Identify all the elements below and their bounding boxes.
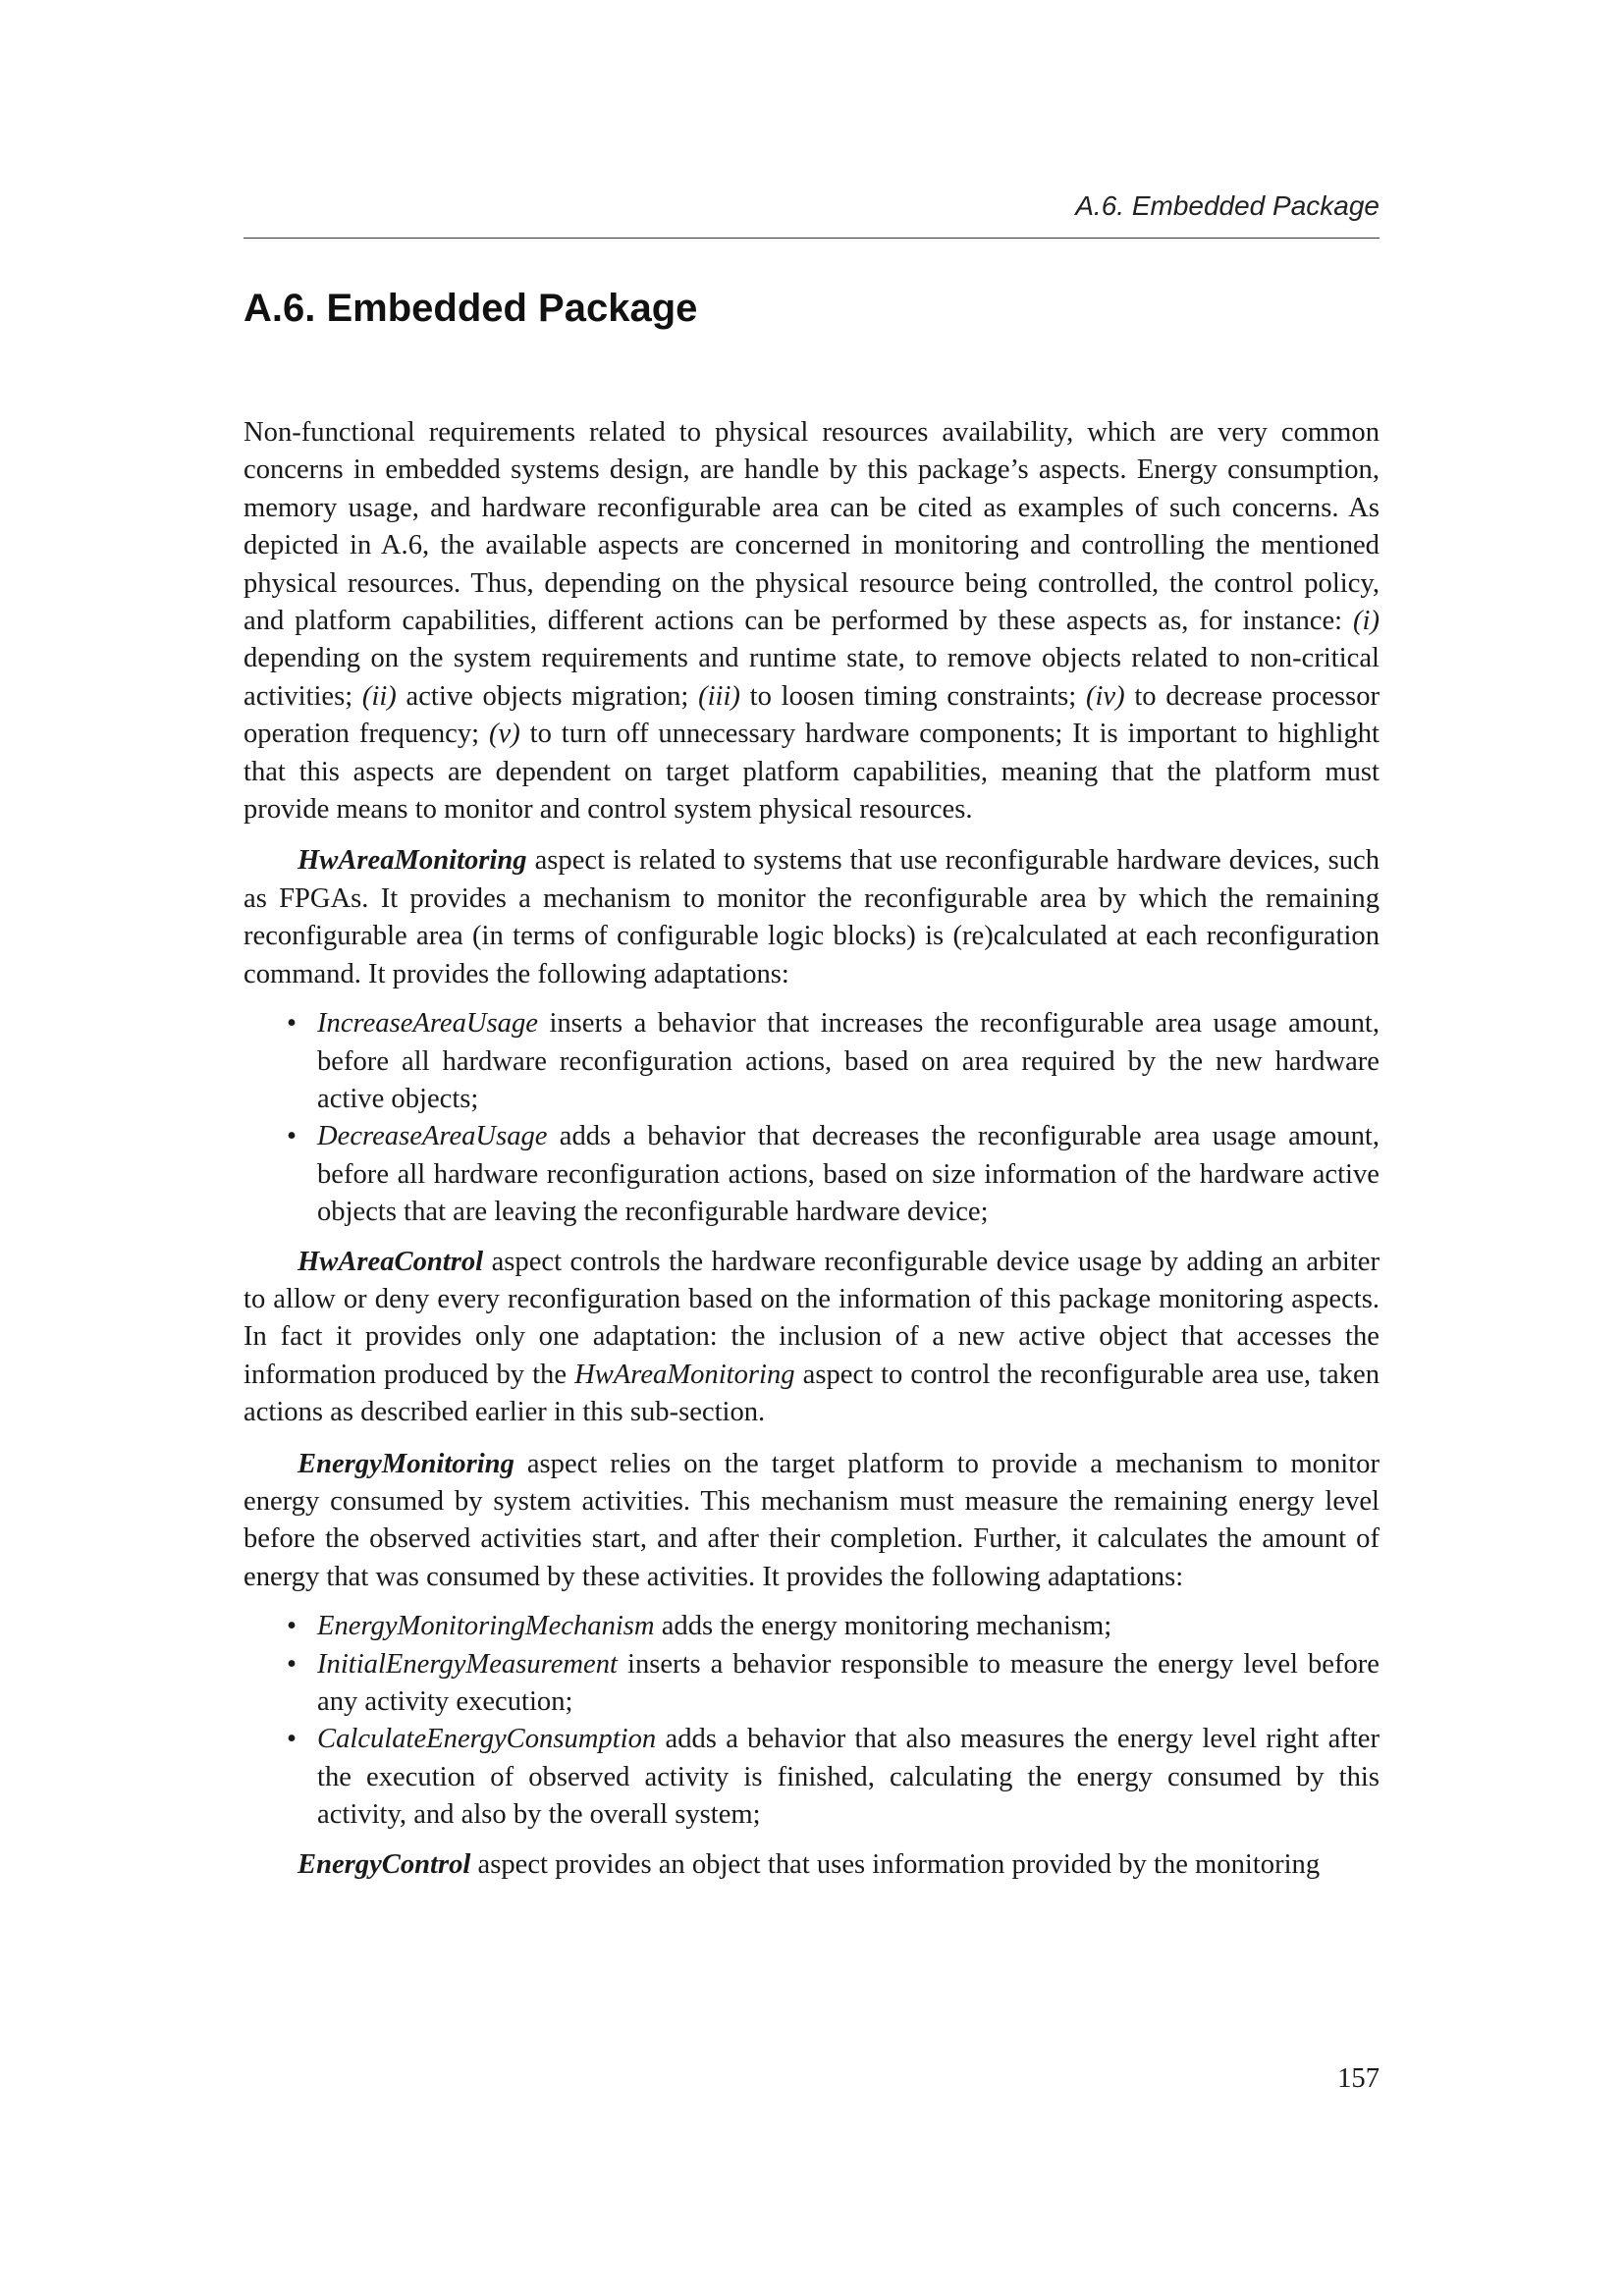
energycontrol-term: EnergyControl — [298, 1848, 471, 1880]
bullet-icon: • — [287, 1648, 298, 1680]
adaptation-name: EnergyMonitoringMechanism — [317, 1611, 655, 1642]
running-head: A.6. Embedded Package — [1075, 190, 1380, 221]
intro-text-5: to loosen timing constraints; — [739, 680, 1086, 712]
intro-paragraph — [243, 414, 1380, 828]
adaptation-name: CalculateEnergyConsumption — [317, 1724, 657, 1755]
energymonitoring-text: aspect relies on the target platform to provide a mechanism to monitor energy consumed by system activities. This mechanism must measure the remaining energy level before the observed activities start, and after their completion. Further, it calculates the amount of energy that was consumed by these activities. It provides the following adaptations: — [243, 1448, 1380, 1592]
list-item — [243, 1721, 1380, 1834]
intro-text-7: to turn off unnecessary hardware components; It is important to highlight that this aspects are dependent on target platform capabilities, meaning that the platform must provide means to monitor and control system physical resources. — [243, 719, 1380, 826]
enum-v: (v) — [489, 719, 520, 750]
section-title: A.6. Embedded Package — [243, 287, 698, 330]
hwareamonitoring-ref: HwAreaMonitoring — [574, 1359, 795, 1390]
bullet-icon: • — [287, 1008, 298, 1040]
adaptation-text: adds a behavior that also measures the energy level right after the execution of observed activity is finished, calculating the energy consumed by this activity, and also by the overall system; — [317, 1724, 1380, 1831]
adaptation-text: adds the energy monitoring mechanism; — [654, 1611, 1112, 1642]
intro-text-6: to decrease processor operation frequency; — [243, 680, 1380, 750]
energycontrol-text: aspect provides an object that uses information provided by the monitoring — [470, 1848, 1321, 1880]
enum-i: (i) — [1353, 606, 1380, 637]
list-item — [243, 1608, 1380, 1645]
header-rule — [243, 238, 1380, 239]
adaptation-name: DecreaseAreaUsage — [317, 1121, 548, 1152]
hwareacontrol-paragraph — [243, 1244, 1380, 1432]
hwareacontrol-text-b: aspect to control the reconfigurable area use, taken actions as described earlier in this sub-section. — [243, 1359, 1380, 1428]
intro-text-1: Non-functional requirements related to physical resources availability, which are very common concerns in embedded systems design, are handle by this package’s aspects. Energy consumption, memory usage, and hardware reconfigurable area can be cited as examples of such concerns. As depicted in — [243, 417, 1380, 561]
bullet-icon: • — [287, 1724, 298, 1755]
energymonitoring-term: EnergyMonitoring — [298, 1448, 514, 1479]
figure-ref-link[interactable]: A.6 — [380, 530, 422, 561]
hwareacontrol-text-a: aspect controls the hardware reconfigurable device usage by adding an arbiter to allow or deny every reconfiguration based on the information of this package monitoring aspects. In fact it provides only one adaptation: the inclusion of a new active object that accesses the information produced by the — [243, 1246, 1380, 1390]
list-item — [243, 1118, 1380, 1231]
adaptation-text: inserts a behavior responsible to measure the energy level before any activity execution; — [317, 1648, 1380, 1717]
body-text — [243, 414, 1380, 1884]
adaptation-text: inserts a behavior that increases the reconfigurable area usage amount, before all hardware reconfiguration actions, based on area required by the new hardware active objects; — [317, 1008, 1380, 1114]
page-number: 157 — [1337, 2063, 1380, 2094]
hwareamonitoring-term: HwAreaMonitoring — [298, 845, 527, 877]
bullet-icon: • — [287, 1121, 298, 1152]
enum-iv: (iv) — [1085, 680, 1125, 712]
hwareacontrol-term: HwAreaControl — [298, 1246, 484, 1277]
hwareamonitoring-adaptation-list — [243, 1005, 1380, 1231]
intro-text-4: active objects migration; — [396, 680, 699, 712]
energymonitoring-adaptation-list — [243, 1608, 1380, 1834]
adaptation-name: IncreaseAreaUsage — [317, 1008, 538, 1040]
enum-ii: (ii) — [361, 680, 397, 712]
hwareamonitoring-paragraph — [243, 842, 1380, 993]
enum-iii: (iii) — [698, 680, 740, 712]
bullet-icon: • — [287, 1611, 298, 1642]
intro-text-3: depending on the system requirements and runtime state, to remove objects related to non-critical activities; — [243, 643, 1380, 712]
list-item — [243, 1005, 1380, 1118]
hwareamonitoring-text: aspect is related to systems that use reconfigurable hardware devices, such as FPGAs. It provides a mechanism to monitor the reconfigurable area by which the remaining reconfigurable area (in terms of configurable logic blocks) is (re)calculated at each reconfiguration command. It provides the following adaptations: — [243, 845, 1380, 989]
list-item — [243, 1646, 1380, 1722]
energycontrol-paragraph — [243, 1846, 1380, 1884]
adaptation-text: adds a behavior that decreases the reconfigurable area usage amount, before all hardware reconfiguration actions, based on size information of the hardware active objects that are leaving the reconfigurable hardware device; — [317, 1121, 1380, 1228]
energymonitoring-paragraph — [243, 1446, 1380, 1597]
adaptation-name: InitialEnergyMeasurement — [317, 1648, 618, 1680]
intro-text-2: , the available aspects are concerned in monitoring and controlling the mentioned physical resources. Thus, depending on the physical resource being controlled, the control policy, and platform capabilities, different actions can be performed by these aspects as, for instance: — [243, 530, 1380, 637]
